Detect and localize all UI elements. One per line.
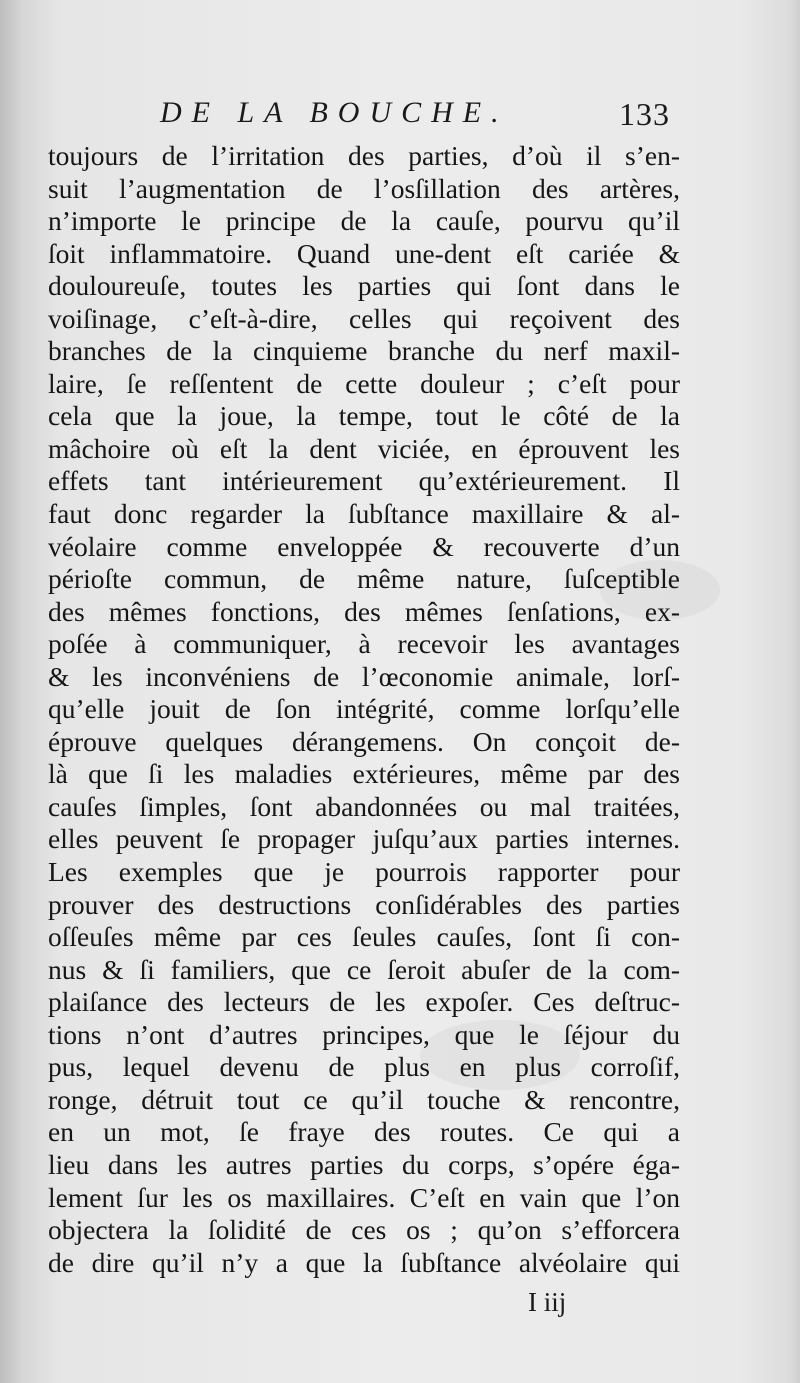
text-line: poſée à communiquer, à recevoir les avantages [48,628,680,660]
text-line: suit l’augmentation de l’osſillation des artères, [48,172,680,204]
running-title: DE LA BOUCHE. [160,96,509,129]
text-line: cauſes ſimples, ſont abandonnées ou mal traitées, [48,790,680,822]
text-line: lieu dans les autres parties du corps, s’opére éga- [48,1148,680,1180]
text-line: périoſte commun, de même nature, ſuſceptible [48,563,680,595]
text-line: des mêmes fonctions, des mêmes ſenſations, ex- [48,595,680,627]
text-line: faut donc regarder la ſubſtance maxillaire & al- [48,498,680,530]
text-line: nus & ſi familiers, que ce ſeroit abuſer de la com- [48,953,680,985]
text-line: plaiſance des lecteurs de les expoſer. Ces deſtruc- [48,986,680,1018]
page-header [0,96,800,136]
text-line: toujours de l’irritation des parties, d’où il s’en- [48,140,680,171]
text-line: ronge, détruit tout ce qu’il touche & rencontre, [48,1083,680,1115]
text-line: elles peuvent ſe propager juſqu’aux parties internes. [48,823,680,855]
signature-mark: I iij [528,1287,567,1317]
page-number: 133 [619,96,670,132]
text-line: en un mot, ſe fraye des routes. Ce qui a [48,1116,680,1148]
text-line: laire, ſe reſſentent de cette douleur ; c’eſt pour [48,367,680,399]
text-line: de dire qu’il n’y a que la ſubſtance alvéolaire qui [48,1246,680,1278]
text-line: objectera la ſolidité de ces os ; qu’on s’efforcera [48,1214,680,1246]
text-line: douloureuſe, toutes les parties qui ſont dans le [48,270,680,302]
text-line: n’importe le principe de la cauſe, pourvu qu’il [48,205,680,237]
text-line: Les exemples que je pourrois rapporter pour [48,856,680,888]
text-line: lement ſur les os maxillaires. C’eſt en vain que l’on [48,1181,680,1213]
text-line: effets tant intérieurement qu’extérieurement. Il [48,465,680,497]
text-line: oſſeuſes même par ces ſeules cauſes, ſont ſi con- [48,921,680,953]
text-line: véolaire comme enveloppée & recouverte d’un [48,530,680,562]
body-text [48,140,680,1279]
text-line: là que ſi les maladies extérieures, même par des [48,758,680,790]
text-line: mâchoire où eſt la dent viciée, en éprouvent les [48,432,680,464]
text-line: qu’elle jouit de ſon intégrité, comme lorſqu’elle [48,693,680,725]
text-line: pus, lequel devenu de plus en plus corroſif, [48,1051,680,1083]
text-line: cela que la joue, la tempe, tout le côté de la [48,400,680,432]
text-line: prouver des destructions conſidérables des parties [48,888,680,920]
text-line: branches de la cinquieme branche du nerf maxil- [48,335,680,367]
text-line: tions n’ont d’autres principes, que le ſéjour du [48,1018,680,1050]
text-line: voiſinage, c’eſt-à-dire, celles qui reçoivent des [48,302,680,334]
text-line: ſoit inflammatoire. Quand une-dent eſt cariée & [48,237,680,269]
text-line: éprouve quelques dérangemens. On conçoit de- [48,725,680,757]
text-line: & les inconvéniens de l’œconomie animale, lorſ- [48,660,680,692]
